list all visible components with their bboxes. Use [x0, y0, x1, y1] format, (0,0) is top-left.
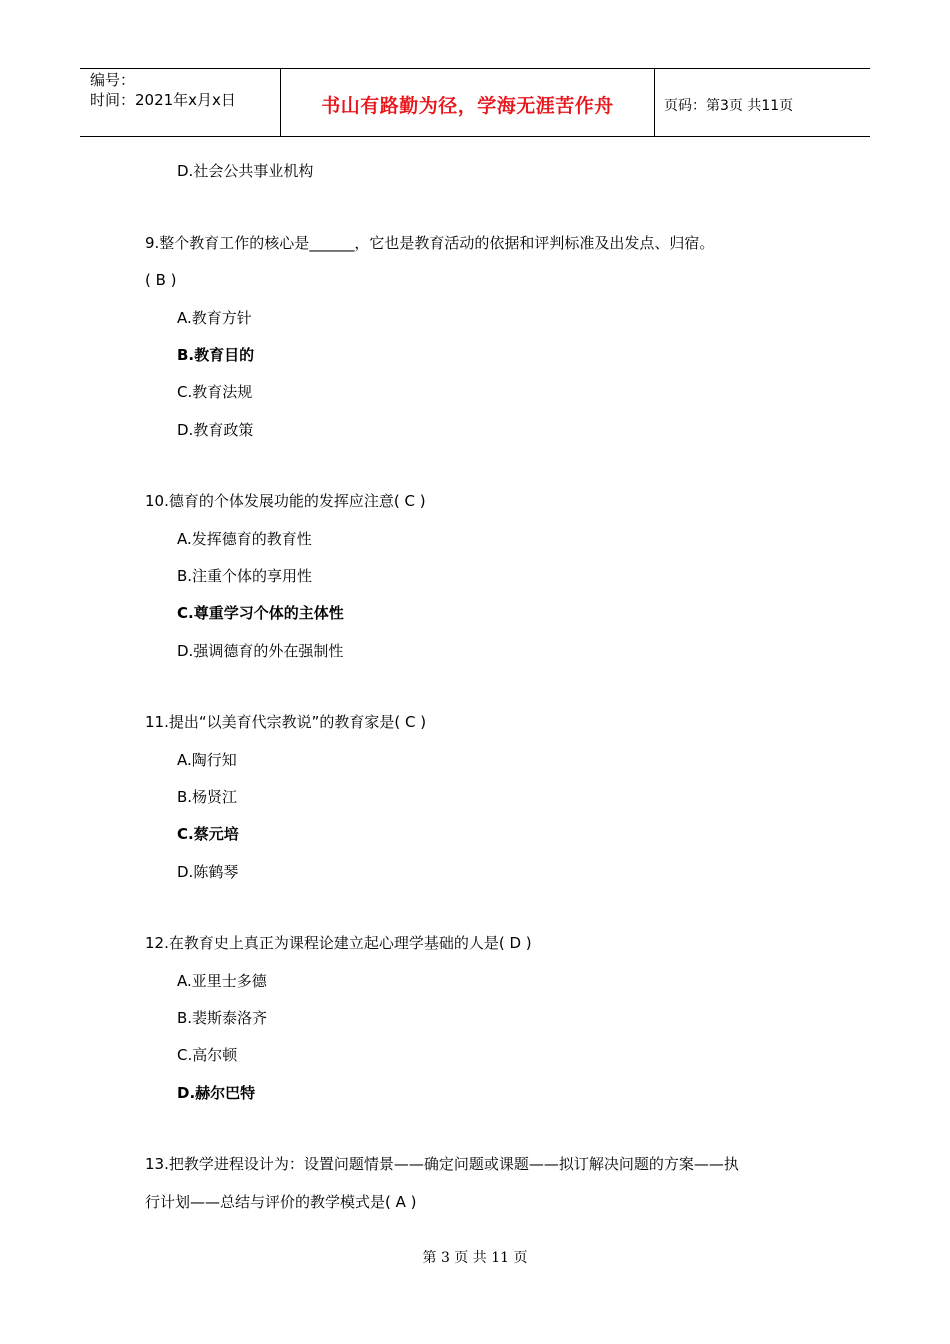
question-9-option-b: B.教育目的 [177, 346, 255, 364]
question-13-stem-line1: 13.把教学进程设计为：设置问题情景——确定问题或课题——拟订解决问题的方案——执 [145, 1155, 739, 1173]
question-12-option-a: A.亚里士多德 [177, 972, 267, 990]
question-9-option-d: D.教育政策 [177, 421, 254, 439]
question-12-option-d: D.赫尔巴特 [177, 1084, 256, 1102]
question-10-option-d: D.强调德育的外在强制性 [177, 642, 344, 660]
question-9-answer: ( B ) [145, 271, 177, 289]
question-12-option-b: B.裴斯泰洛齐 [177, 1009, 268, 1027]
option-d-prev: D.社会公共事业机构 [177, 162, 314, 180]
header-page-cell [654, 69, 870, 136]
question-10-stem: 10.德育的个体发展功能的发挥应注意( C ) [145, 492, 426, 510]
question-9-option-c: C.教育法规 [177, 383, 253, 401]
question-12-stem: 12.在教育史上真正为课程论建立起心理学基础的人是( D ) [145, 934, 532, 952]
question-12-option-c: C.高尔顿 [177, 1046, 238, 1064]
question-9-option-a: A.教育方针 [177, 309, 252, 327]
question-10-option-c: C.尊重学习个体的主体性 [177, 604, 344, 622]
question-11-option-b: B.杨贤江 [177, 788, 238, 806]
question-13-stem-line2: 行计划——总结与评价的教学模式是( A ) [145, 1193, 417, 1211]
question-11-option-a: A.陶行知 [177, 751, 237, 769]
question-11-option-d: D.陈鹤琴 [177, 863, 239, 881]
page-info: 页码：第3页 共11页 [664, 97, 794, 114]
header-meta [80, 69, 280, 136]
question-10-option-a: A.发挥德育的教育性 [177, 530, 312, 548]
question-9-stem: 9.整个教育工作的核心是______，它也是教育活动的依据和评判标准及出发点、归宿。 [145, 234, 715, 252]
motto-text: 书山有路勤为径，学海无涯苦作舟 [321, 95, 614, 117]
number-label: 编号： [90, 71, 136, 89]
question-10-option-b: B.注重个体的享用性 [177, 567, 313, 585]
header-motto-cell [280, 69, 655, 136]
time-label: 时间：2021年x月x日 [90, 91, 236, 109]
page-footer: 第 3 页 共 11 页 [422, 1250, 528, 1266]
question-11-option-c: C.蔡元培 [177, 825, 239, 843]
question-11-stem: 11.提出“以美育代宗教说”的教育家是( C ) [145, 713, 427, 731]
page-header [80, 68, 870, 137]
